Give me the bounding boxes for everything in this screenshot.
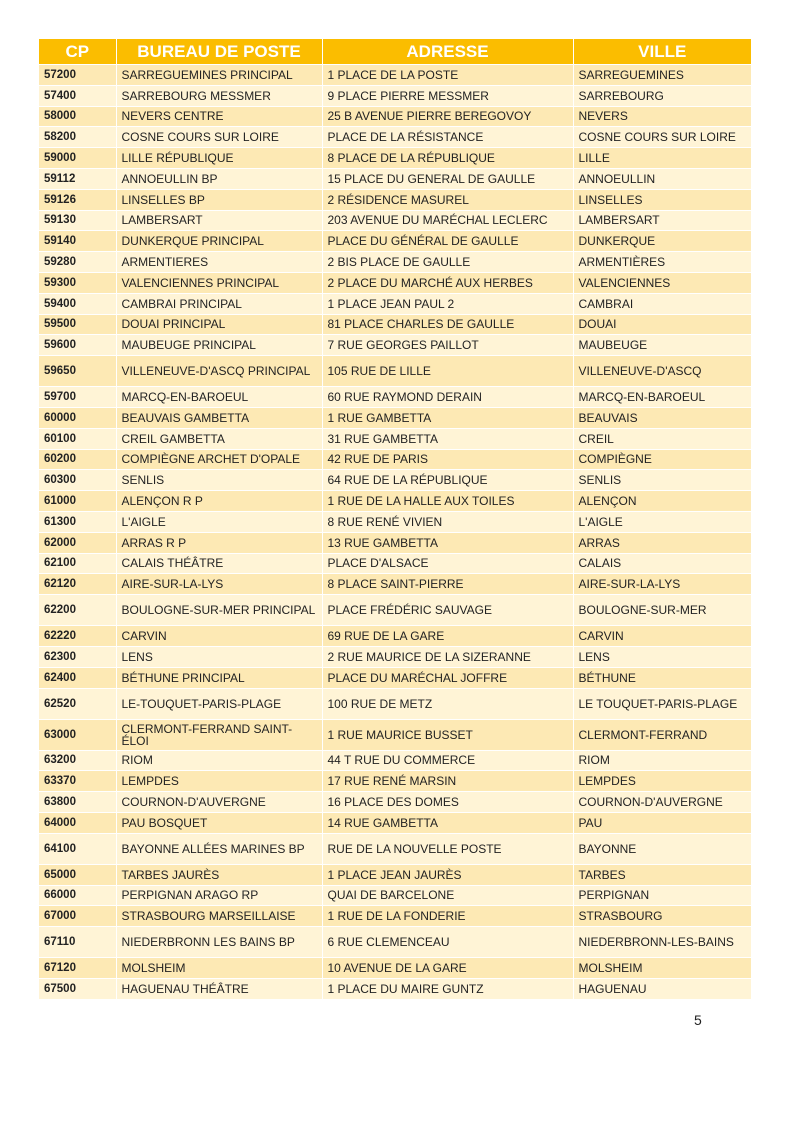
cell-ville: LEMPDES [573,771,751,792]
cell-ville: MOLSHEIM [573,958,751,979]
cell-bureau: CARVIN [116,626,322,647]
header-ville: VILLE [573,39,751,65]
cell-cp: 60100 [39,428,116,449]
table-row [39,272,751,293]
cell-adresse: 1 PLACE DE LA POSTE [322,65,573,86]
cell-bureau: NIEDERBRONN LES BAINS BP [116,927,322,958]
cell-ville: ARRAS [573,532,751,553]
cell-bureau: VILLENEUVE-D'ASCQ PRINCIPAL [116,356,322,387]
cell-bureau: PERPIGNAN ARAGO RP [116,885,322,906]
table-row [39,958,751,979]
cell-cp: 59280 [39,252,116,273]
cell-ville: VALENCIENNES [573,272,751,293]
cell-adresse: 44 T RUE DU COMMERCE [322,750,573,771]
cell-cp: 59000 [39,148,116,169]
cell-ville: SARREBOURG [573,85,751,106]
table-header-row [39,39,751,65]
table-row [39,771,751,792]
cell-cp: 63200 [39,750,116,771]
cell-ville: BÉTHUNE [573,667,751,688]
cell-cp: 60200 [39,449,116,470]
cell-ville: PAU [573,812,751,833]
cell-bureau: HAGUENAU THÉÂTRE [116,978,322,998]
cell-bureau: CLERMONT-FERRAND SAINT-ÉLOI [116,719,322,750]
cell-adresse: 6 RUE CLEMENCEAU [322,927,573,958]
table-row [39,106,751,127]
cell-ville: CARVIN [573,626,751,647]
table-row [39,314,751,335]
cell-cp: 60000 [39,407,116,428]
cell-adresse: 15 PLACE DU GENERAL DE GAULLE [322,168,573,189]
cell-cp: 59300 [39,272,116,293]
cell-ville: ARMENTIÈRES [573,252,751,273]
table-row [39,906,751,927]
table-row [39,252,751,273]
cell-bureau: ANNOEULLIN BP [116,168,322,189]
cell-adresse: 25 B AVENUE PIERRE BEREGOVOY [322,106,573,127]
cell-ville: DOUAI [573,314,751,335]
cell-ville: MARCQ-EN-BAROEUL [573,387,751,408]
cell-ville: PERPIGNAN [573,885,751,906]
cell-cp: 67110 [39,927,116,958]
cell-cp: 67500 [39,978,116,998]
table-row [39,189,751,210]
cell-cp: 59126 [39,189,116,210]
cell-adresse: 42 RUE DE PARIS [322,449,573,470]
cell-adresse: 1 PLACE JEAN PAUL 2 [322,293,573,314]
table-row [39,688,751,719]
cell-bureau: LAMBERSART [116,210,322,231]
cell-adresse: 64 RUE DE LA RÉPUBLIQUE [322,470,573,491]
cell-bureau: ARMENTIERES [116,252,322,273]
cell-ville: CLERMONT-FERRAND [573,719,751,750]
cell-bureau: CALAIS THÉÂTRE [116,553,322,574]
table-row [39,719,751,750]
cell-cp: 59112 [39,168,116,189]
cell-ville: MAUBEUGE [573,335,751,356]
cell-adresse: 203 AVENUE DU MARÉCHAL LECLERC [322,210,573,231]
cell-adresse: PLACE DE LA RÉSISTANCE [322,127,573,148]
cell-bureau: ARRAS R P [116,532,322,553]
cell-bureau: ALENÇON R P [116,491,322,512]
cell-bureau: AIRE-SUR-LA-LYS [116,574,322,595]
cell-ville: NIEDERBRONN-LES-BAINS [573,927,751,958]
cell-ville: TARBES [573,864,751,885]
cell-bureau: LENS [116,646,322,667]
cell-cp: 62120 [39,574,116,595]
cell-ville: ALENÇON [573,491,751,512]
cell-adresse: PLACE DU MARÉCHAL JOFFRE [322,667,573,688]
table-row [39,127,751,148]
cell-ville: COSNE COURS SUR LOIRE [573,127,751,148]
header-bureau: BUREAU DE POSTE [116,39,322,65]
cell-adresse: 2 RÉSIDENCE MASUREL [322,189,573,210]
cell-cp: 59140 [39,231,116,252]
table-row [39,885,751,906]
cell-adresse: 81 PLACE CHARLES DE GAULLE [322,314,573,335]
cell-adresse: 1 PLACE JEAN JAURÈS [322,864,573,885]
table-row [39,927,751,958]
cell-bureau: BOULOGNE-SUR-MER PRINCIPAL [116,595,322,626]
header-cp: CP [39,39,116,65]
cell-adresse: QUAI DE BARCELONE [322,885,573,906]
table-row [39,387,751,408]
table-row [39,532,751,553]
cell-bureau: COURNON-D'AUVERGNE [116,792,322,813]
cell-cp: 62200 [39,595,116,626]
table-row [39,667,751,688]
cell-cp: 59500 [39,314,116,335]
cell-adresse: 1 RUE DE LA HALLE AUX TOILES [322,491,573,512]
cell-bureau: DUNKERQUE PRINCIPAL [116,231,322,252]
cell-ville: COURNON-D'AUVERGNE [573,792,751,813]
table-row [39,750,751,771]
table-row [39,626,751,647]
cell-bureau: PAU BOSQUET [116,812,322,833]
cell-ville: COMPIÈGNE [573,449,751,470]
cell-ville: RIOM [573,750,751,771]
cell-cp: 63800 [39,792,116,813]
cell-ville: NEVERS [573,106,751,127]
cell-ville: STRASBOURG [573,906,751,927]
cell-cp: 64100 [39,833,116,864]
cell-ville: L'AIGLE [573,511,751,532]
cell-adresse: PLACE D'ALSACE [322,553,573,574]
cell-adresse: PLACE FRÉDÉRIC SAUVAGE [322,595,573,626]
cell-adresse: 60 RUE RAYMOND DERAIN [322,387,573,408]
cell-bureau: LE-TOUQUET-PARIS-PLAGE [116,688,322,719]
table-row [39,231,751,252]
cell-bureau: BAYONNE ALLÉES MARINES BP [116,833,322,864]
cell-bureau: LINSELLES BP [116,189,322,210]
cell-bureau: LILLE RÉPUBLIQUE [116,148,322,169]
table-row [39,356,751,387]
table-row [39,595,751,626]
cell-adresse: 17 RUE RENÉ MARSIN [322,771,573,792]
table-row [39,293,751,314]
cell-bureau: COMPIÈGNE ARCHET D'OPALE [116,449,322,470]
cell-adresse: 2 RUE MAURICE DE LA SIZERANNE [322,646,573,667]
table-row [39,470,751,491]
cell-bureau: COSNE COURS SUR LOIRE [116,127,322,148]
cell-cp: 67000 [39,906,116,927]
cell-cp: 59650 [39,356,116,387]
cell-bureau: BEAUVAIS GAMBETTA [116,407,322,428]
table-row [39,646,751,667]
cell-cp: 61000 [39,491,116,512]
cell-ville: CAMBRAI [573,293,751,314]
cell-bureau: LEMPDES [116,771,322,792]
cell-bureau: MAUBEUGE PRINCIPAL [116,335,322,356]
cell-ville: HAGUENAU [573,978,751,998]
cell-cp: 58000 [39,106,116,127]
table-row [39,553,751,574]
cell-bureau: DOUAI PRINCIPAL [116,314,322,335]
cell-adresse: 16 PLACE DES DOMES [322,792,573,813]
cell-ville: BEAUVAIS [573,407,751,428]
page-number: 5 [694,1012,702,1028]
cell-bureau: BÉTHUNE PRINCIPAL [116,667,322,688]
table-row [39,428,751,449]
cell-adresse: 7 RUE GEORGES PAILLOT [322,335,573,356]
cell-bureau: CREIL GAMBETTA [116,428,322,449]
cell-ville: DUNKERQUE [573,231,751,252]
cell-cp: 62520 [39,688,116,719]
table-row [39,168,751,189]
cell-adresse: 2 PLACE DU MARCHÉ AUX HERBES [322,272,573,293]
cell-bureau: NEVERS CENTRE [116,106,322,127]
table-row [39,148,751,169]
cell-cp: 59700 [39,387,116,408]
cell-ville: ANNOEULLIN [573,168,751,189]
table-row [39,574,751,595]
cell-cp: 63370 [39,771,116,792]
cell-adresse: 10 AVENUE DE LA GARE [322,958,573,979]
cell-bureau: MOLSHEIM [116,958,322,979]
cell-bureau: CAMBRAI PRINCIPAL [116,293,322,314]
cell-adresse: 100 RUE DE METZ [322,688,573,719]
cell-ville: CREIL [573,428,751,449]
cell-adresse: 2 BIS PLACE DE GAULLE [322,252,573,273]
cell-ville: SENLIS [573,470,751,491]
cell-adresse: 1 RUE DE LA FONDERIE [322,906,573,927]
cell-adresse: 1 RUE MAURICE BUSSET [322,719,573,750]
table-row [39,65,751,86]
cell-ville: LILLE [573,148,751,169]
cell-ville: BAYONNE [573,833,751,864]
table-row [39,85,751,106]
table-row [39,210,751,231]
table-row [39,812,751,833]
cell-cp: 64000 [39,812,116,833]
cell-adresse: 13 RUE GAMBETTA [322,532,573,553]
cell-ville: LAMBERSART [573,210,751,231]
table-row [39,792,751,813]
table-row [39,864,751,885]
cell-adresse: 14 RUE GAMBETTA [322,812,573,833]
cell-ville: LINSELLES [573,189,751,210]
cell-adresse: 69 RUE DE LA GARE [322,626,573,647]
cell-cp: 66000 [39,885,116,906]
table-row [39,511,751,532]
header-adresse: ADRESSE [322,39,573,65]
cell-adresse: 8 PLACE DE LA RÉPUBLIQUE [322,148,573,169]
cell-ville: VILLENEUVE-D'ASCQ [573,356,751,387]
cell-bureau: SENLIS [116,470,322,491]
cell-bureau: VALENCIENNES PRINCIPAL [116,272,322,293]
cell-bureau: SARREGUEMINES PRINCIPAL [116,65,322,86]
table-row [39,978,751,998]
cell-cp: 59600 [39,335,116,356]
cell-adresse: PLACE DU GÉNÉRAL DE GAULLE [322,231,573,252]
cell-cp: 62100 [39,553,116,574]
cell-bureau: STRASBOURG MARSEILLAISE [116,906,322,927]
cell-adresse: 31 RUE GAMBETTA [322,428,573,449]
cell-ville: AIRE-SUR-LA-LYS [573,574,751,595]
cell-cp: 60300 [39,470,116,491]
cell-adresse: 105 RUE DE LILLE [322,356,573,387]
table-row [39,407,751,428]
cell-ville: SARREGUEMINES [573,65,751,86]
cell-adresse: 8 PLACE SAINT-PIERRE [322,574,573,595]
cell-bureau: L'AIGLE [116,511,322,532]
table-row [39,335,751,356]
cell-ville: LE TOUQUET-PARIS-PLAGE [573,688,751,719]
cell-adresse: 1 PLACE DU MAIRE GUNTZ [322,978,573,998]
table-row [39,833,751,864]
table-row [39,491,751,512]
cell-ville: CALAIS [573,553,751,574]
cell-cp: 57200 [39,65,116,86]
cell-adresse: 1 RUE GAMBETTA [322,407,573,428]
cell-adresse: 9 PLACE PIERRE MESSMER [322,85,573,106]
cell-ville: BOULOGNE-SUR-MER [573,595,751,626]
cell-cp: 63000 [39,719,116,750]
cell-cp: 67120 [39,958,116,979]
cell-adresse: 8 RUE RENÉ VIVIEN [322,511,573,532]
cell-cp: 62000 [39,532,116,553]
cell-cp: 57400 [39,85,116,106]
table-row [39,449,751,470]
cell-cp: 62220 [39,626,116,647]
cell-cp: 59400 [39,293,116,314]
cell-ville: LENS [573,646,751,667]
cell-cp: 62400 [39,667,116,688]
cell-bureau: TARBES JAURÈS [116,864,322,885]
cell-bureau: MARCQ-EN-BAROEUL [116,387,322,408]
cell-cp: 61300 [39,511,116,532]
cell-cp: 62300 [39,646,116,667]
cell-cp: 58200 [39,127,116,148]
cell-bureau: RIOM [116,750,322,771]
cell-bureau: SARREBOURG MESSMER [116,85,322,106]
cell-adresse: RUE DE LA NOUVELLE POSTE [322,833,573,864]
cell-cp: 65000 [39,864,116,885]
post-office-table [39,39,751,999]
cell-cp: 59130 [39,210,116,231]
